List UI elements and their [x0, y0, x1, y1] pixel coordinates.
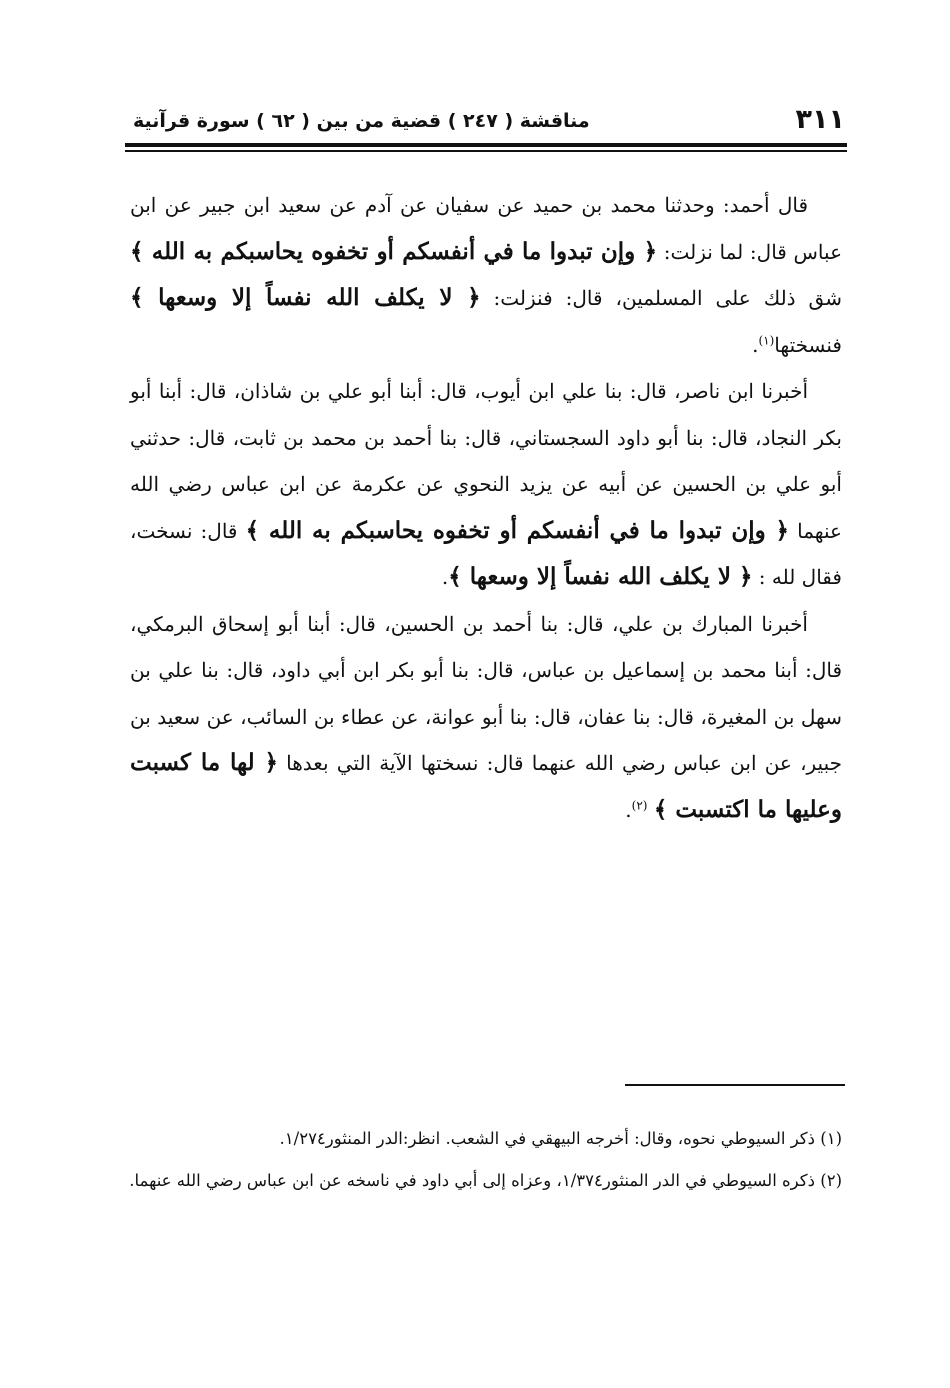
- header-rule-thick: [125, 143, 847, 147]
- footnotes: [120, 1118, 842, 1202]
- paragraph-text: قال: نسخت، فقال لله :: [130, 518, 842, 589]
- paragraph-3: [130, 601, 842, 834]
- header-rule-thin: [125, 150, 847, 152]
- footnote-ref: (١): [758, 332, 775, 347]
- paragraph-text: فنسختها: [774, 332, 842, 357]
- paragraph-1: [130, 182, 842, 368]
- main-text: [130, 182, 842, 833]
- paragraph-text: .: [752, 332, 759, 357]
- paragraph-2: [130, 368, 842, 601]
- footnote-1: (١) ذكر السيوطي نحوه، وقال: أخرجه البيهقي في الشعب. انظر:الدر المنثور١/٢٧٤.: [279, 1129, 842, 1148]
- paragraph-text: أخبرنا المبارك بن علي، قال: بنا أحمد بن الحسين، قال: أبنا أبو إسحاق البرمكي، قال: أبنا محمد بن إسماعيل بن عباس، قال: بنا أبو بكر ابن أبي داود، قال: بنا علي بن سهل بن المغيرة، قال: بنا عفان، قال: بنا أبو عوانة، عن عطاء بن السائب، عن سعيد بن جبير، عن ابن عباس رضي الله عنهما قال: نسختها الآية التي بعدها: [130, 611, 842, 775]
- quran-verse: ﴿ وإن تبدوا ما في أنفسكم أو تخفوه يحاسبكم به الله ﴾: [245, 516, 789, 544]
- quran-verse: ﴿ لا يكلف الله نفساً إلا وسعها ﴾: [130, 284, 481, 311]
- paragraph-text: .: [625, 797, 632, 822]
- page-header: [125, 102, 845, 144]
- paragraph-text: شق ذلك على المسلمين، قال: فنزلت:: [480, 286, 842, 310]
- paragraph-text: قال أحمد: وحدثنا محمد بن حميد عن سفيان عن آدم عن سعيد ابن جبير عن ابن عباس قال: لما نزلت:: [130, 193, 842, 264]
- quran-verse: ﴿ لها ما كسبت وعليها ما اكتسبت ﴾: [130, 749, 842, 823]
- footnote-ref: (٢): [631, 797, 648, 812]
- paragraph-text: أخبرنا ابن ناصر، قال: بنا علي ابن أيوب، قال: أبنا أبو علي بن شاذان، قال: أبنا أبو بكر النجاد، قال: بنا أبو داود السجستاني، قال: بنا أحمد بن محمد بن ثابت، قال: حدثني أبو علي بن الحسين عن أبيه عن يزيد النحوي عن عكرمة عن ابن عباس رضي الله عنهما: [130, 379, 842, 543]
- paragraph-text: .: [441, 565, 449, 589]
- page-number: ٣١١: [795, 104, 845, 135]
- footnote-separator: [625, 1084, 845, 1086]
- footnote-2: (٢) ذكره السيوطي في الدر المنثور١/٣٧٤، وعزاه إلى أبي داود في ناسخه عن ابن عباس رضي الله عنهما.: [129, 1171, 842, 1190]
- running-title: مناقشة ( ٢٤٧ ) قضية من بين ( ٦٢ ) سورة قرآنية: [133, 110, 590, 132]
- quran-verse: ﴿ وإن تبدوا ما في أنفسكم أو تخفوه يحاسبكم به الله ﴾: [130, 237, 658, 265]
- quran-verse: ﴿ لا يكلف الله نفساً إلا وسعها ﴾: [448, 563, 753, 590]
